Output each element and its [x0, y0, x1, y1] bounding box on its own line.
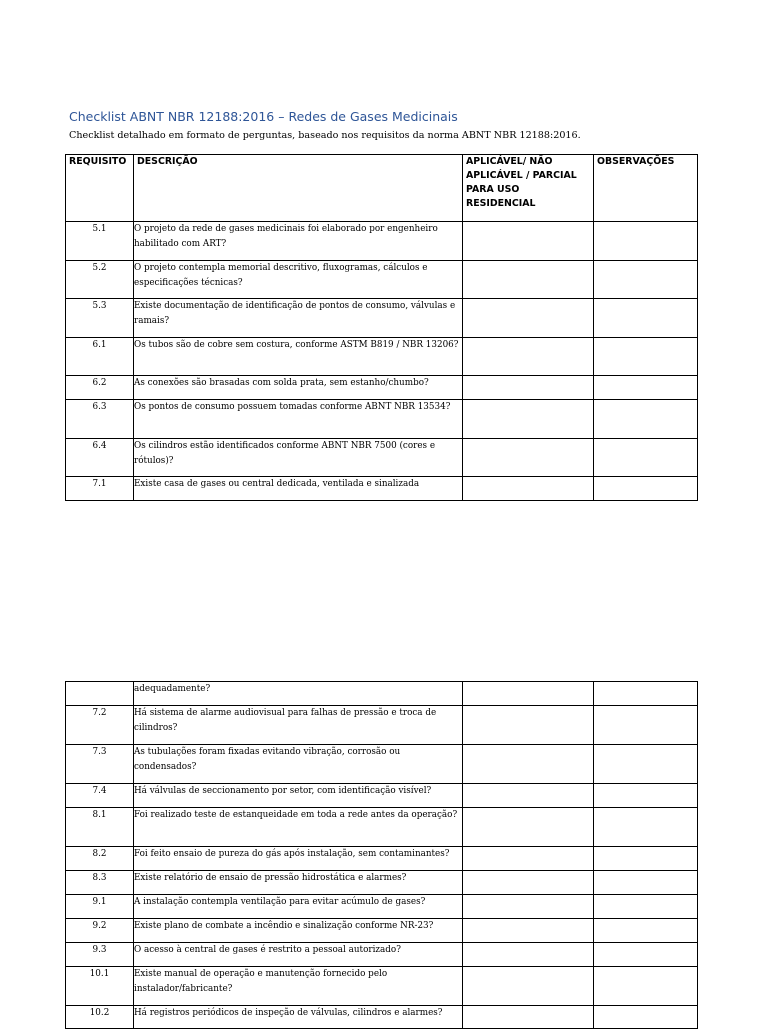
- requirement-description: O acesso à central de gases é restrito a pessoal autorizado?: [134, 943, 463, 967]
- checklist-table-page-2: [65, 681, 698, 1029]
- observations-cell: [594, 1006, 698, 1029]
- observations-cell: [594, 299, 698, 338]
- table-row: [66, 222, 698, 261]
- requirement-number: 9.3: [66, 943, 134, 967]
- observations-cell: [594, 682, 698, 706]
- requirement-description: Foi feito ensaio de pureza do gás após instalação, sem contaminantes?: [134, 847, 463, 871]
- observations-cell: [594, 919, 698, 943]
- observations-cell: [594, 338, 698, 376]
- table-row: [66, 1006, 698, 1029]
- requirement-description: A instalação contempla ventilação para evitar acúmulo de gases?: [134, 895, 463, 919]
- table-row: [66, 871, 698, 895]
- requirement-number: 6.4: [66, 439, 134, 477]
- header-requisito: REQUISITO: [66, 155, 134, 222]
- requirement-description: Existe documentação de identificação de pontos de consumo, válvulas e ramais?: [134, 299, 463, 338]
- header-observacoes: OBSERVAÇÕES: [594, 155, 698, 222]
- requirement-description: Há registros periódicos de inspeção de válvulas, cilindros e alarmes?: [134, 1006, 463, 1029]
- header-descricao: DESCRIÇÃO: [134, 155, 463, 222]
- applicability-cell: [463, 682, 594, 706]
- observations-cell: [594, 745, 698, 784]
- table-row: [66, 338, 698, 376]
- requirement-description: Existe plano de combate a incêndio e sinalização conforme NR-23?: [134, 919, 463, 943]
- requirement-number: 7.4: [66, 784, 134, 808]
- requirement-number: 9.1: [66, 895, 134, 919]
- requirement-number: 6.2: [66, 376, 134, 400]
- requirement-description: Os pontos de consumo possuem tomadas conforme ABNT NBR 13534?: [134, 400, 463, 439]
- requirement-description: O projeto da rede de gases medicinais foi elaborado por engenheiro habilitado com ART?: [134, 222, 463, 261]
- observations-cell: [594, 967, 698, 1006]
- requirement-description: Os cilindros estão identificados conforme ABNT NBR 7500 (cores e rótulos)?: [134, 439, 463, 477]
- applicability-cell: [463, 919, 594, 943]
- observations-cell: [594, 261, 698, 299]
- requirement-description: Existe manual de operação e manutenção fornecido pelo instalador/fabricante?: [134, 967, 463, 1006]
- observations-cell: [594, 847, 698, 871]
- applicability-cell: [463, 338, 594, 376]
- requirement-number: 7.1: [66, 477, 134, 501]
- observations-cell: [594, 477, 698, 501]
- applicability-cell: [463, 784, 594, 808]
- applicability-cell: [463, 808, 594, 847]
- header-aplicavel: APLICÁVEL/ NÃO APLICÁVEL / PARCIAL PARA USO RESIDENCIAL: [463, 155, 594, 222]
- requirement-number: 5.2: [66, 261, 134, 299]
- document-title: Checklist ABNT NBR 12188:2016 – Redes de Gases Medicinais: [69, 109, 458, 124]
- requirement-number: 8.1: [66, 808, 134, 847]
- table-row: [66, 847, 698, 871]
- observations-cell: [594, 784, 698, 808]
- requirement-number: 6.1: [66, 338, 134, 376]
- applicability-cell: [463, 895, 594, 919]
- observations-cell: [594, 222, 698, 261]
- requirement-description: Existe relatório de ensaio de pressão hidrostática e alarmes?: [134, 871, 463, 895]
- requirement-number: 7.3: [66, 745, 134, 784]
- table-row: [66, 943, 698, 967]
- applicability-cell: [463, 261, 594, 299]
- table-row: [66, 400, 698, 439]
- requirement-description: Há válvulas de seccionamento por setor, com identificação visível?: [134, 784, 463, 808]
- observations-cell: [594, 439, 698, 477]
- requirement-description: Existe casa de gases ou central dedicada, ventilada e sinalizada: [134, 477, 463, 501]
- table-row: [66, 784, 698, 808]
- table-row: [66, 299, 698, 338]
- requirement-number: 5.3: [66, 299, 134, 338]
- table-row: [66, 682, 698, 706]
- requirement-number: 9.2: [66, 919, 134, 943]
- applicability-cell: [463, 222, 594, 261]
- requirement-description: As conexões são brasadas com solda prata, sem estanho/chumbo?: [134, 376, 463, 400]
- applicability-cell: [463, 967, 594, 1006]
- table-row: [66, 706, 698, 745]
- table-row: [66, 895, 698, 919]
- applicability-cell: [463, 376, 594, 400]
- requirement-description: Os tubos são de cobre sem costura, conforme ASTM B819 / NBR 13206?: [134, 338, 463, 376]
- requirement-description: adequadamente?: [134, 682, 463, 706]
- table-row: [66, 477, 698, 501]
- requirement-description: Foi realizado teste de estanqueidade em toda a rede antes da operação?: [134, 808, 463, 847]
- requirement-number: 5.1: [66, 222, 134, 261]
- applicability-cell: [463, 299, 594, 338]
- table-row: [66, 745, 698, 784]
- requirement-description: O projeto contempla memorial descritivo, fluxogramas, cálculos e especificações técnicas?: [134, 261, 463, 299]
- table-row: [66, 439, 698, 477]
- requirement-description: Há sistema de alarme audiovisual para falhas de pressão e troca de cilindros?: [134, 706, 463, 745]
- table-row: [66, 808, 698, 847]
- table-header-row: [66, 155, 698, 222]
- requirement-number: [66, 682, 134, 706]
- table-row: [66, 376, 698, 400]
- observations-cell: [594, 400, 698, 439]
- applicability-cell: [463, 706, 594, 745]
- requirement-number: 10.2: [66, 1006, 134, 1029]
- observations-cell: [594, 871, 698, 895]
- applicability-cell: [463, 477, 594, 501]
- document-subtitle: Checklist detalhado em formato de perguntas, baseado nos requisitos da norma ABNT NBR 12188:2016.: [69, 130, 581, 141]
- applicability-cell: [463, 871, 594, 895]
- applicability-cell: [463, 400, 594, 439]
- requirement-number: 8.2: [66, 847, 134, 871]
- observations-cell: [594, 895, 698, 919]
- applicability-cell: [463, 943, 594, 967]
- requirement-number: 10.1: [66, 967, 134, 1006]
- applicability-cell: [463, 745, 594, 784]
- table-row: [66, 967, 698, 1006]
- observations-cell: [594, 376, 698, 400]
- applicability-cell: [463, 847, 594, 871]
- table-row: [66, 261, 698, 299]
- observations-cell: [594, 706, 698, 745]
- applicability-cell: [463, 1006, 594, 1029]
- observations-cell: [594, 943, 698, 967]
- requirement-number: 6.3: [66, 400, 134, 439]
- requirement-number: 8.3: [66, 871, 134, 895]
- observations-cell: [594, 808, 698, 847]
- requirement-description: As tubulações foram fixadas evitando vibração, corrosão ou condensados?: [134, 745, 463, 784]
- applicability-cell: [463, 439, 594, 477]
- table-row: [66, 919, 698, 943]
- requirement-number: 7.2: [66, 706, 134, 745]
- checklist-table-page-1: [65, 154, 698, 501]
